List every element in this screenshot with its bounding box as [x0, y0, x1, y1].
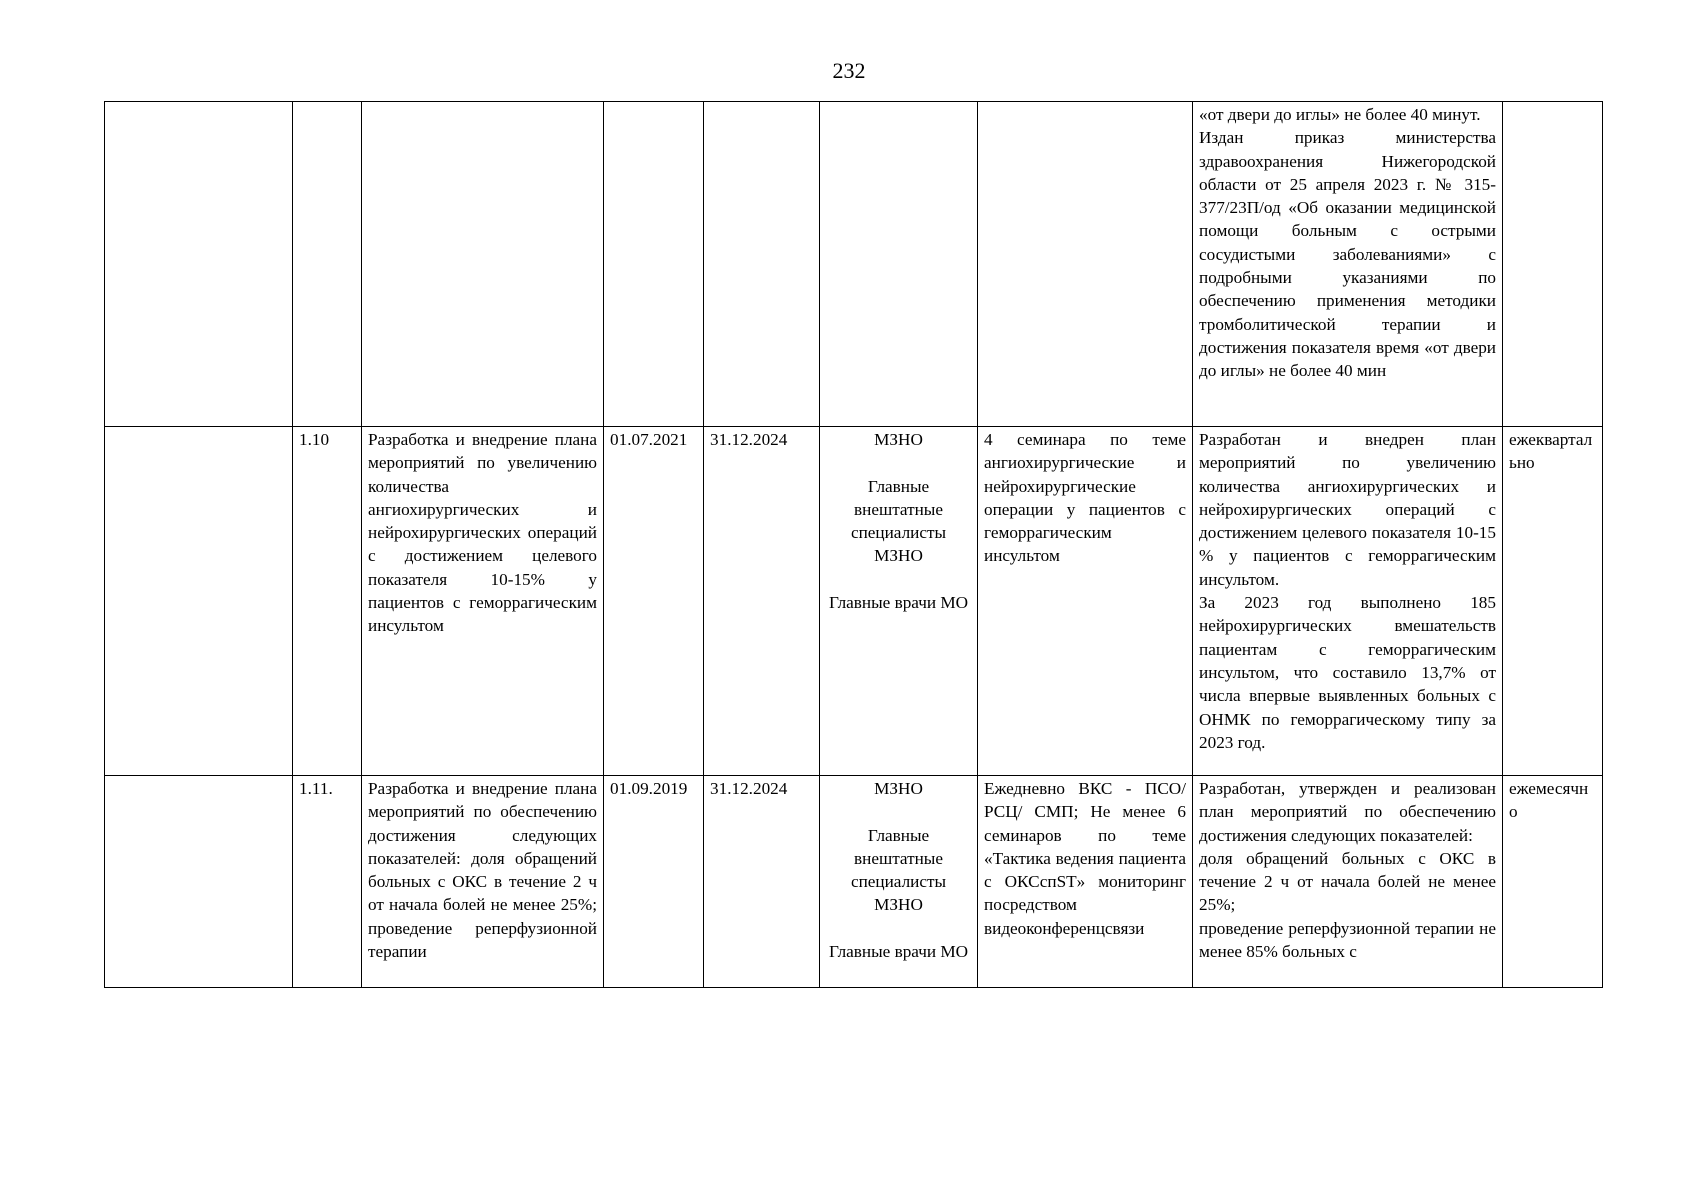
- cell-blank: [105, 776, 293, 988]
- result-paragraph: доля обращений больных с ОКС в течение 2 ч от начала болей не менее 25%;: [1199, 848, 1496, 915]
- cell-end-date: [704, 102, 820, 427]
- cell-responsible: [820, 776, 978, 988]
- event-text: Разработка и внедрение плана мероприятий по увеличению количества ангиохирургических и нейрохирургических операций с достижением целевого показателя 10-15% у пациентов с геморрагическим инсультом: [368, 430, 597, 636]
- cell-responsible: [820, 427, 978, 776]
- cell-number: 1.11.: [293, 776, 362, 988]
- responsible-ministry: МЗНО: [874, 779, 923, 798]
- cell-start-date: [604, 102, 704, 427]
- page-number: 232: [832, 58, 866, 83]
- result-paragraph: Разработан и внедрен план мероприятий по увеличению количества ангиохирургических и нейрохирургических операций с достижением целевого показателя 10-15 % у пациентов с геморрагическим инсультом.: [1199, 430, 1496, 589]
- table-row: [105, 102, 1603, 427]
- planned-text: 4 семинара по теме ангиохирургические и нейрохирургические операции у пациентов с геморрагическим инсультом: [984, 430, 1186, 566]
- cell-period: ежеквартально: [1503, 427, 1603, 776]
- spacer: [826, 800, 971, 823]
- measures-table: [104, 101, 1603, 988]
- table-row: [105, 776, 1603, 988]
- responsible-ministry: МЗНО: [874, 430, 923, 449]
- spacer: [826, 451, 971, 474]
- responsible-chief-doctors: Главные врачи МО: [828, 942, 969, 962]
- result-paragraph: Разработан, утвержден и реализован план мероприятий по обеспечению достижения следующих показателей:: [1199, 779, 1496, 845]
- cell-end-date: 31.12.2024: [704, 776, 820, 988]
- cell-blank: [105, 427, 293, 776]
- cell-start-date: 01.07.2021: [604, 427, 704, 776]
- cell-result: [1193, 776, 1503, 988]
- cell-result: [1193, 102, 1503, 427]
- cell-planned: [978, 102, 1193, 427]
- cell-result: [1193, 427, 1503, 776]
- cell-blank: [105, 102, 293, 427]
- cell-event: [362, 427, 604, 776]
- event-text: Разработка и внедрение плана мероприятий по обеспечению достижения следующих показателей: доля обращений больных с ОКС в течение 2 ч от начала болей не менее 25%; проведение реперфузионной терапии: [368, 779, 597, 962]
- responsible-specialists: Главные внештатные специалисты МЗНО: [850, 476, 947, 566]
- spacer: [826, 568, 971, 591]
- cell-event: [362, 776, 604, 988]
- cell-event: [362, 102, 604, 427]
- cell-planned: [978, 776, 1193, 988]
- result-paragraph: «от двери до иглы» не более 40 минут.: [1199, 105, 1481, 124]
- cell-responsible: [820, 102, 978, 427]
- cell-period: ежемесячно: [1503, 776, 1603, 988]
- spacer: [826, 917, 971, 940]
- cell-end-date: 31.12.2024: [704, 427, 820, 776]
- result-paragraph: проведение реперфузионной терапии не менее 85% больных с: [1199, 918, 1496, 962]
- result-paragraph: Издан приказ министерства здравоохранения Нижегородской области от 25 апреля 2023 г. № 315-377/23П/од «Об оказании медицинской помощи больным с острыми сосудистыми заболеваниями» с подробными указаниями по обеспечению применения методики тромболитической терапии и достижения показателя время «от двери до иглы» не более 40 мин: [1199, 128, 1496, 381]
- cell-number: 1.10: [293, 427, 362, 776]
- planned-text: Ежедневно ВКС - ПСО/РСЦ/ СМП; Не менее 6 семинаров по теме «Тактика ведения пациента с ОКСспST» мониторинг посредством видеоконференцсвязи: [984, 779, 1186, 938]
- responsible-chief-doctors: Главные врачи МО: [828, 593, 969, 613]
- cell-planned: [978, 427, 1193, 776]
- table-row: [105, 427, 1603, 776]
- cell-number: [293, 102, 362, 427]
- cell-period: [1503, 102, 1603, 427]
- result-paragraph: За 2023 год выполнено 185 нейрохирургических вмешательств пациентам с геморрагическим инсультом, что составило 13,7% от числа впервые выявленных больных с ОНМК по геморрагическому типу за 2023 год.: [1199, 593, 1496, 752]
- responsible-specialists: Главные внештатные специалисты МЗНО: [850, 825, 947, 915]
- cell-start-date: 01.09.2019: [604, 776, 704, 988]
